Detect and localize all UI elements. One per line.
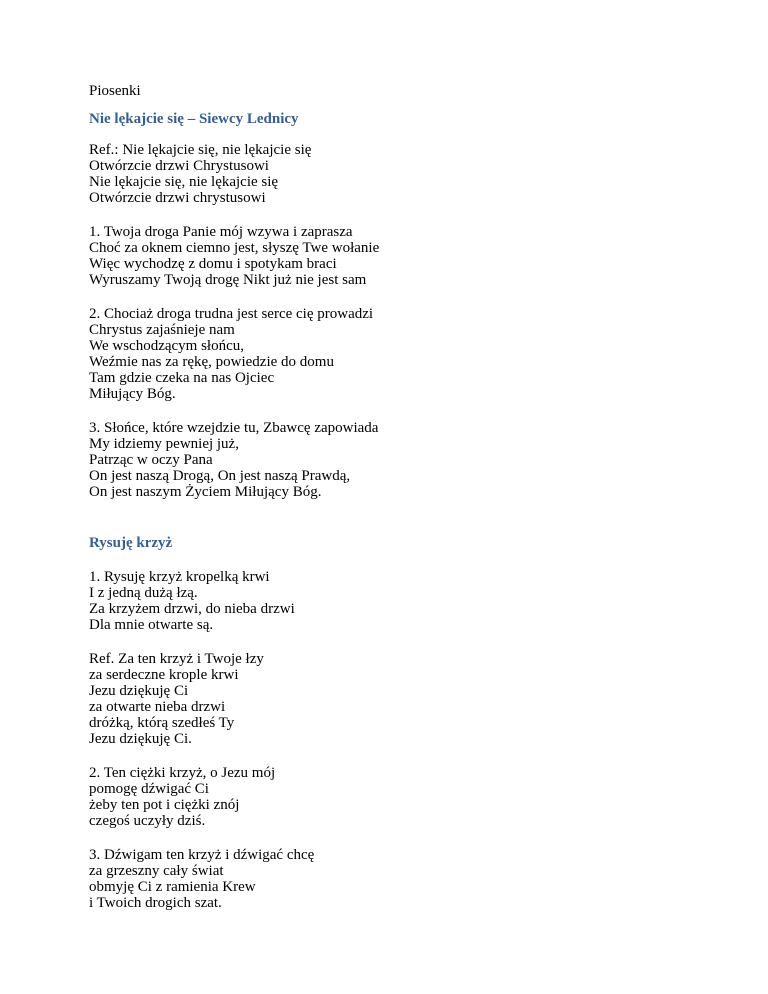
stanza-line: za serdeczne krople krwi bbox=[89, 667, 239, 683]
stanza-line: My idziemy pewniej już, bbox=[89, 436, 239, 452]
stanza-line: Jezu dziękuję Ci bbox=[89, 683, 189, 699]
stanza-line: za otwarte nieba drzwi bbox=[89, 699, 226, 715]
stanza-line: obmyję Ci z ramienia Krew bbox=[89, 879, 256, 895]
stanza-line: 1. Rysuję krzyż kropelką krwi bbox=[89, 569, 270, 585]
stanza-line: Weźmie nas za rękę, powiedzie do domu bbox=[89, 354, 334, 370]
stanza-line: Choć za oknem ciemno jest, słyszę Twe wołanie bbox=[89, 240, 380, 256]
stanza-line: 2. Ten ciężki krzyż, o Jezu mój bbox=[89, 765, 276, 781]
song-title-1: Nie lękajcie się – Siewcy Lednicy bbox=[89, 111, 299, 127]
song-2-refrain bbox=[89, 651, 709, 747]
stanza-line: Za krzyżem drzwi, do nieba drzwi bbox=[89, 601, 295, 617]
song-title-2: Rysuję krzyż bbox=[89, 535, 173, 551]
stanza-line: On jest naszą Drogą, On jest naszą Prawdą, bbox=[89, 468, 351, 484]
song-1-verse-1 bbox=[89, 224, 709, 288]
song-1 bbox=[89, 110, 709, 500]
stanza-line: Wyruszamy Twoją drogę Nikt już nie jest sam bbox=[89, 272, 367, 288]
song-2-verse-1 bbox=[89, 569, 709, 633]
stanza-line: 3. Dźwigam ten krzyż i dźwigać chcę bbox=[89, 847, 315, 863]
document-page bbox=[89, 82, 709, 929]
stanza-line: i Twoich drogich szat. bbox=[89, 895, 222, 911]
stanza-line: On jest naszym Życiem Miłujący Bóg. bbox=[89, 484, 322, 500]
document-title: Piosenki bbox=[89, 83, 141, 99]
song-1-refrain bbox=[89, 142, 709, 206]
stanza-line: Otwórzcie drzwi Chrystusowi bbox=[89, 158, 269, 174]
stanza-line: 1. Twoja droga Panie mój wzywa i zaprasza bbox=[89, 224, 353, 240]
stanza-line: I z jedną dużą łzą. bbox=[89, 585, 198, 601]
stanza-line: czegoś uczyły dziś. bbox=[89, 813, 206, 829]
stanza-line: 2. Chociaż droga trudna jest serce cię prowadzi bbox=[89, 306, 374, 322]
stanza-line: Ref.: Nie lękajcie się, nie lękajcie się bbox=[89, 142, 312, 158]
stanza-line: Więc wychodzę z domu i spotykam braci bbox=[89, 256, 337, 272]
song-2-verse-3 bbox=[89, 847, 709, 911]
stanza-line: pomogę dźwigać Ci bbox=[89, 781, 209, 797]
stanza-line: dróżką, którą szedłeś Ty bbox=[89, 715, 235, 731]
stanza-line: Miłujący Bóg. bbox=[89, 386, 176, 402]
stanza-line: Dla mnie otwarte są. bbox=[89, 617, 214, 633]
stanza-line: żeby ten pot i ciężki znój bbox=[89, 797, 240, 813]
stanza-line: Chrystus zajaśnieje nam bbox=[89, 322, 235, 338]
stanza-line: Ref. Za ten krzyż i Twoje łzy bbox=[89, 651, 264, 667]
stanza-line: Otwórzcie drzwi chrystusowi bbox=[89, 190, 266, 206]
stanza-line: 3. Słońce, które wzejdzie tu, Zbawcę zapowiada bbox=[89, 420, 379, 436]
song-1-verse-3 bbox=[89, 420, 709, 500]
stanza-line: za grzeszny cały świat bbox=[89, 863, 224, 879]
song-1-verse-2 bbox=[89, 306, 709, 402]
stanza-line: We wschodzącym słońcu, bbox=[89, 338, 244, 354]
song-2-verse-2 bbox=[89, 765, 709, 829]
stanza-line: Nie lękajcie się, nie lękajcie się bbox=[89, 174, 279, 190]
song-2 bbox=[89, 534, 709, 911]
stanza-line: Tam gdzie czeka na nas Ojciec bbox=[89, 370, 275, 386]
stanza-line: Patrząc w oczy Pana bbox=[89, 452, 213, 468]
stanza-line: Jezu dziękuję Ci. bbox=[89, 731, 192, 747]
